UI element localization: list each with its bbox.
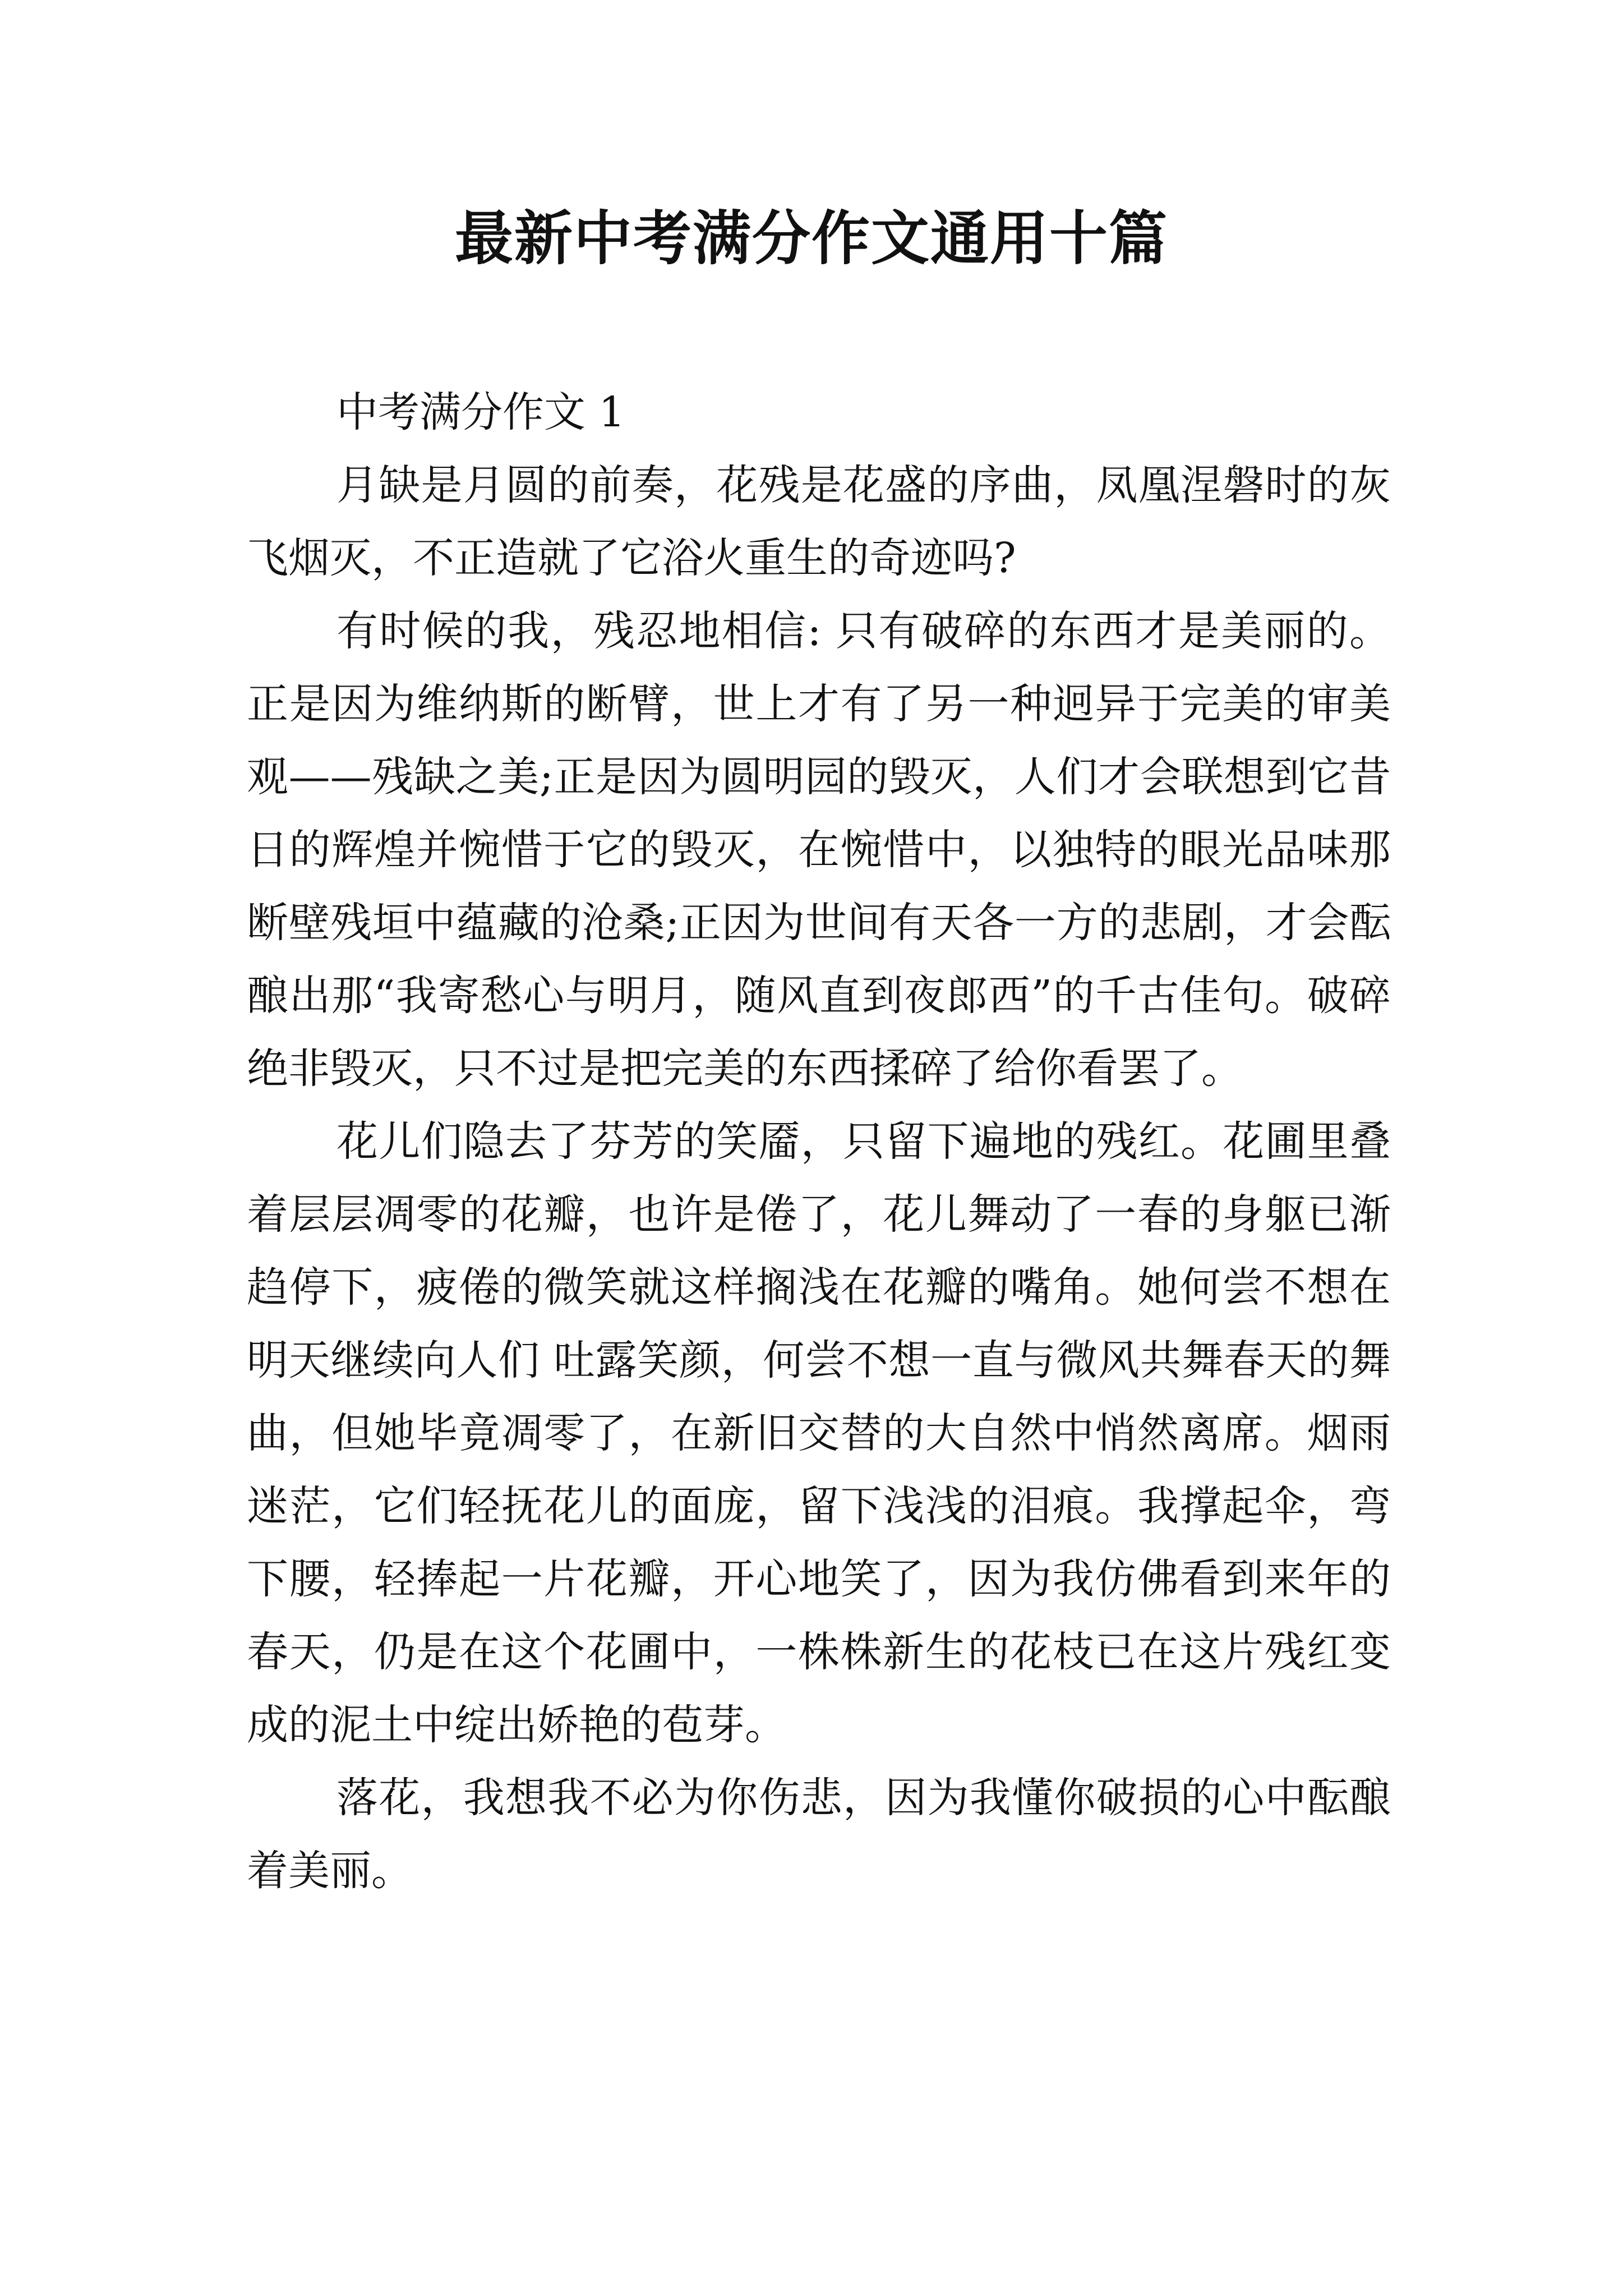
section-heading: 中考满分作文 1	[336, 388, 625, 436]
paragraph: 有时候的我，残忍地相信: 只有破碎的东西才是美丽的。正是因为维纳斯的断臂，世上才有了另一种迥异于完美的审美观——残缺之美;正是因为圆明园的毁灭，人们才会联想到它昔日的辉煌并惋惜于它的毁灭，在惋惜中，以独特的眼光品味那断壁残垣中蕴藏的沧桑;正因为世间有天各一方的悲剧，才会酝酿出那“我寄愁心与明月，随风直到夜郎西”的千古佳句。破碎绝非毁灭，只不过是把完美的东西揉碎了给你看罢了。	[247, 607, 1391, 1093]
paragraph: 月缺是月圆的前奏，花残是花盛的序曲，凤凰涅磐时的灰飞烟灭，不正造就了它浴火重生的奇迹吗?	[247, 461, 1391, 582]
paragraph: 落花，我想我不必为你伤悲，因为我懂你破损的心中酝酿着美丽。	[247, 1774, 1391, 1895]
document-title: 最新中考满分作文通用十篇	[454, 204, 1168, 273]
paragraph: 花儿们隐去了芬芳的笑靥，只留下遍地的残红。花圃里叠着层层凋零的花瓣，也许是倦了，花儿舞动了一春的身躯已渐趋停下，疲倦的微笑就这样搁浅在花瓣的嘴角。她何尝不想在明天继续向人们 吐露笑颜，何尝不想一直与微风共舞春天的舞曲，但她毕竟凋零了，在新旧交替的大自然中悄然离席。烟雨迷茫，它们轻抚花儿的面庞，留下浅浅的泪痕。我撑起伞，弯下腰，轻捧起一片花瓣，开心地笑了，因为我仿佛看到来年的春天，仍是在这个花圃中，一株株新生的花枝已在这片残红变成的泥土中绽出娇艳的苞芽。	[247, 1117, 1391, 1749]
document-body	[247, 376, 1391, 1907]
